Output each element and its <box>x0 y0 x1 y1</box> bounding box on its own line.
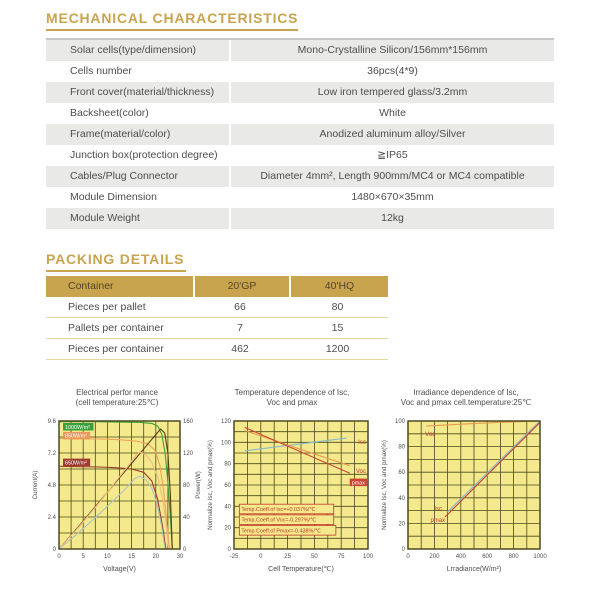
spec-row <box>46 82 554 103</box>
x-axis-label: Cell Temperature(℃) <box>268 566 334 573</box>
curve-label: Isc <box>434 506 443 513</box>
y-tick-label: 80 <box>224 461 231 468</box>
curve-label: 1000W/m² <box>65 424 90 431</box>
spec-row-value: White <box>379 107 406 119</box>
temperature-dependence-chart <box>204 388 380 583</box>
mechanical-spec-table <box>46 38 554 229</box>
y-tick-label: 4.8 <box>47 483 56 489</box>
spec-row-label: Front cover(material/thickness) <box>46 82 229 103</box>
chart-subtitle: Voc and pmax cell.temperature:25℃ <box>400 398 532 407</box>
packing-row-value: 462 <box>231 343 249 355</box>
spec-row <box>46 166 554 187</box>
packing-row-label: Pieces per container <box>68 343 164 355</box>
x-tick-label: 20 <box>152 554 160 560</box>
x-tick-label: 25 <box>284 554 291 560</box>
x-tick-label: 5 <box>81 554 85 560</box>
curve-label: pmax <box>430 518 446 524</box>
spec-row <box>46 124 554 145</box>
y-tick-label: 9.6 <box>47 419 56 425</box>
x-tick-label: 0 <box>57 554 61 560</box>
y-tick-label: 7.2 <box>47 451 56 457</box>
chart-title: Temperature dependence of Isc, <box>234 388 350 397</box>
y-tick-label: 0 <box>227 547 231 553</box>
x-tick-label: 600 <box>482 554 493 560</box>
spec-row <box>46 145 554 166</box>
curve-label: Isc <box>358 440 366 447</box>
y-tick-label: 100 <box>220 440 231 447</box>
spec-row-value: Low iron tempered glass/3.2mm <box>231 82 554 103</box>
chart-subtitle: (cell temperature:25℃) <box>75 398 159 407</box>
packing-row-value: 15 <box>331 322 344 334</box>
y-tick-label-right: 120 <box>183 451 194 457</box>
coefficient-text: Temp.Coeff.of Voc=-0.297%/℃ <box>241 517 317 524</box>
spec-row-value: 36pcs(4*9) <box>367 65 418 77</box>
spec-row-label: Junction box(protection degree) <box>70 149 218 161</box>
y-axis-label: Current(A) <box>32 470 39 500</box>
y-axis-label: Normalize Isc, Voc and pmax(%) <box>207 440 214 530</box>
spec-row-label: Frame(material/color) <box>46 124 229 145</box>
y-tick-label-right: 0 <box>183 547 187 553</box>
coefficient-text: Temp.Coeff.of Pmax=-0.438%/℃ <box>241 528 321 535</box>
x-tick-label: 10 <box>104 554 111 560</box>
packing-table <box>46 276 388 360</box>
spec-row-label: Cells number <box>70 65 132 77</box>
y-tick-label: 40 <box>398 495 405 502</box>
spec-row-label: Cables/Plug Connector <box>46 166 229 187</box>
y-tick-label: 80 <box>398 444 405 451</box>
y-axis-label: Normalize Isc, Voc and pmax(%) <box>381 440 388 530</box>
y-tick-label: 120 <box>220 419 231 425</box>
spec-row-value: 1480×670×35mm <box>351 191 434 203</box>
x-tick-label: 50 <box>311 554 318 560</box>
x-axis-label: Lrradiance(W/m²) <box>446 566 502 573</box>
y-tick-label: 0 <box>401 547 405 553</box>
x-axis-label: Voltage(V) <box>103 566 136 573</box>
chart-subtitle: Voc and pmax <box>266 398 318 407</box>
x-tick-label: 100 <box>362 554 374 560</box>
packing-table-body <box>46 297 388 360</box>
x-tick-label: -25 <box>229 554 239 560</box>
coefficient-text: Temp.Coeff.of Isc=+0.037%/℃ <box>241 507 316 513</box>
spec-row-value: 12kg <box>231 208 554 229</box>
x-tick-label: 200 <box>429 554 440 560</box>
packing-row-label: Pallets per container <box>68 322 164 334</box>
curve-label: 650W/m² <box>65 460 87 467</box>
spec-row-label: Module Weight <box>46 208 229 229</box>
packing-title-underline <box>46 270 186 272</box>
y-tick-label-right: 40 <box>183 515 190 521</box>
x-tick-label: 400 <box>455 554 466 560</box>
packing-row-value: 80 <box>331 301 344 313</box>
electrical-performance-plot <box>29 411 205 583</box>
spec-row <box>46 40 554 61</box>
spec-row <box>46 208 554 229</box>
x-tick-label: 75 <box>337 554 345 560</box>
spec-row-value: Diameter 4mm², Length 900mm/MC4 or MC4 compatible <box>231 166 554 187</box>
packing-header-20gp: 20'GP <box>195 276 289 297</box>
packing-row <box>46 297 388 318</box>
packing-table-header <box>46 276 388 297</box>
y-axis-label-right: Power(W) <box>195 471 202 499</box>
irradiance-dependence-chart <box>378 388 554 583</box>
x-tick-label: 15 <box>128 554 135 560</box>
chart-title: Electrical perfor mance <box>76 388 158 397</box>
x-tick-label: 30 <box>176 554 184 560</box>
spec-row-label: Solar cells(type/dimension) <box>46 40 229 61</box>
y-tick-label-right: 80 <box>183 483 190 489</box>
x-tick-label: 0 <box>406 554 410 560</box>
chart-title: Irradiance dependence of Isc, <box>413 388 519 397</box>
spec-row <box>46 103 554 124</box>
y-tick-label-right: 160 <box>183 419 194 425</box>
spec-row-label: Backsheet(color) <box>70 107 149 119</box>
packing-row-value: 7 <box>237 322 243 334</box>
packing-row-value: 66 <box>234 301 246 313</box>
packing-row <box>46 318 388 339</box>
x-tick-label: 0 <box>259 554 263 560</box>
y-tick-label: 60 <box>224 483 231 489</box>
curve-label: Voc <box>425 432 436 439</box>
packing-row-value: 1200 <box>325 343 350 355</box>
electrical-performance-chart <box>29 388 205 583</box>
mechanical-title-underline <box>46 29 298 31</box>
packing-row <box>46 339 388 360</box>
spec-row <box>46 61 554 82</box>
x-tick-label: 800 <box>508 554 519 560</box>
y-tick-label: 60 <box>398 470 405 477</box>
y-tick-label: 0 <box>52 547 56 553</box>
spec-row-value: Anodized aluminum alloy/Silver <box>231 124 554 145</box>
spec-row <box>46 187 554 208</box>
packing-section-title: PACKING DETAILS <box>46 251 185 267</box>
y-tick-label: 20 <box>224 525 231 532</box>
irradiance-dependence-plot <box>378 411 554 583</box>
spec-row-value: Mono-Crystalline Silicon/156mm*156mm <box>231 40 554 61</box>
curve-label: pmax <box>351 480 365 487</box>
y-tick-label: 20 <box>398 521 405 528</box>
packing-header-container: Container <box>46 276 193 297</box>
mechanical-section-title: MECHANICAL CHARACTERISTICS <box>46 10 299 26</box>
spec-row-label: Module Dimension <box>70 191 157 203</box>
curve-label: Voc <box>355 468 366 475</box>
curve-label: 850W/m² <box>65 433 87 440</box>
spec-row-value: ≧IP65 <box>377 149 408 161</box>
packing-row-label: Pieces per pallet <box>68 301 146 313</box>
y-tick-label: 2.4 <box>47 515 56 521</box>
y-tick-label: 100 <box>394 419 405 425</box>
x-tick-label: 1000 <box>533 554 547 560</box>
temperature-dependence-plot <box>204 411 380 583</box>
packing-header-40hq: 40'HQ <box>291 276 388 297</box>
y-tick-label: 40 <box>224 504 231 511</box>
